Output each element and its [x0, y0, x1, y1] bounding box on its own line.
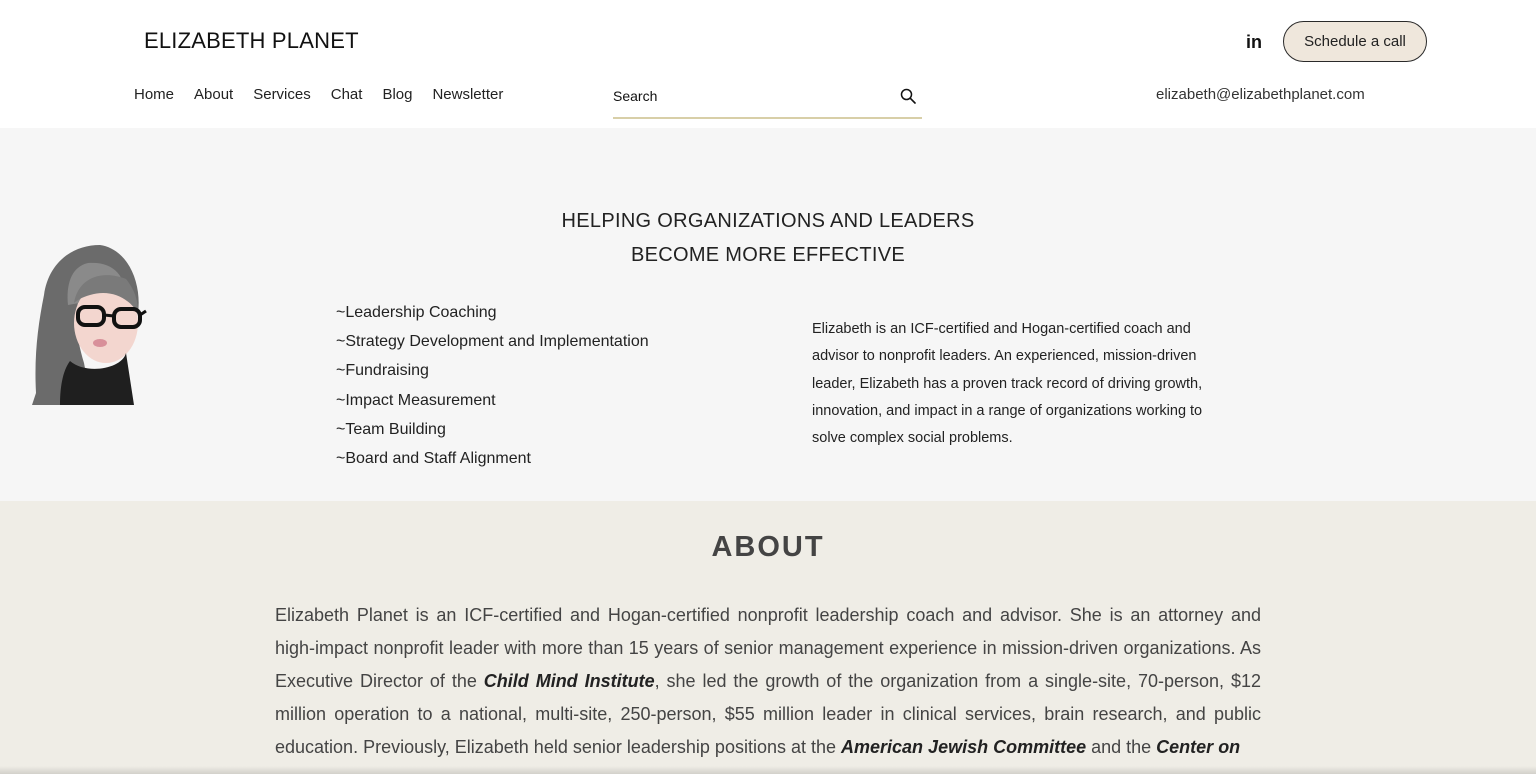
list-item: ~Strategy Development and Implementation — [336, 333, 649, 351]
about-text-segment: , she led the growth of the organization from a single-site, 70-person, $12 million operation to a national, multi-site, 250-person, $55 million leader in clinical services, brain research, and public education. Previously, Elizabeth held senior leadership positions at the — [275, 671, 1262, 757]
contact-email[interactable]: elizabeth@elizabethplanet.com — [1156, 86, 1365, 103]
list-item: ~Team Building — [336, 420, 446, 438]
main-nav — [134, 86, 523, 103]
search-icon[interactable] — [900, 88, 916, 104]
org-name: Center on — [1156, 737, 1241, 757]
avatar-illustration — [30, 243, 148, 405]
list-item: ~Impact Measurement — [336, 391, 496, 409]
nav-chat[interactable]: Chat — [330, 86, 363, 103]
about-text-segment: and the — [1086, 737, 1157, 757]
nav-about[interactable]: About — [194, 86, 234, 103]
schedule-call-button[interactable]: Schedule a call — [1283, 21, 1427, 62]
search-bar — [613, 80, 922, 119]
nav-services[interactable]: Services — [253, 86, 311, 103]
about-text-segment: Elizabeth Planet is an ICF-certified and Hogan-certified nonprofit leadership coach and advisor. She is an attorney and high-impact nonprofit leader with more than 15 years of senior management experience in mission-driven organizations. As Executive Director of the — [275, 605, 1261, 691]
list-item: ~Board and Staff Alignment — [336, 450, 531, 468]
about-section — [0, 501, 1536, 774]
nav-newsletter[interactable]: Newsletter — [432, 86, 504, 103]
nav-home[interactable]: Home — [134, 86, 175, 103]
org-name: Child Mind Institute — [483, 671, 655, 691]
org-name: American Jewish Committee — [841, 737, 1087, 757]
hero-section — [0, 128, 1536, 501]
list-item: ~Fundraising — [336, 362, 429, 380]
hero-bio: Elizabeth is an ICF-certified and Hogan-certified coach and advisor to nonprofit leaders. An experienced, mission-driven leader, Elizabeth has a proven track record of driving growth, innovation, and impact in a range of organizations working to solve complex social problems. — [812, 321, 1203, 447]
services-list — [336, 298, 649, 473]
nav-blog[interactable]: Blog — [382, 86, 413, 103]
hero-title-line1: HELPING ORGANIZATIONS AND LEADERS — [561, 210, 975, 232]
search-input[interactable] — [613, 84, 883, 108]
about-paragraph — [275, 599, 1261, 764]
bottom-fade — [0, 766, 1536, 774]
about-title: ABOUT — [711, 531, 825, 563]
hero-title — [0, 204, 1536, 272]
hero-title-line2: BECOME MORE EFFECTIVE — [630, 244, 906, 266]
linkedin-icon[interactable]: in — [1246, 32, 1262, 52]
site-header — [0, 0, 1536, 128]
brand-logo[interactable]: ELIZABETH PLANET — [144, 28, 359, 53]
list-item: ~Leadership Coaching — [336, 304, 497, 321]
